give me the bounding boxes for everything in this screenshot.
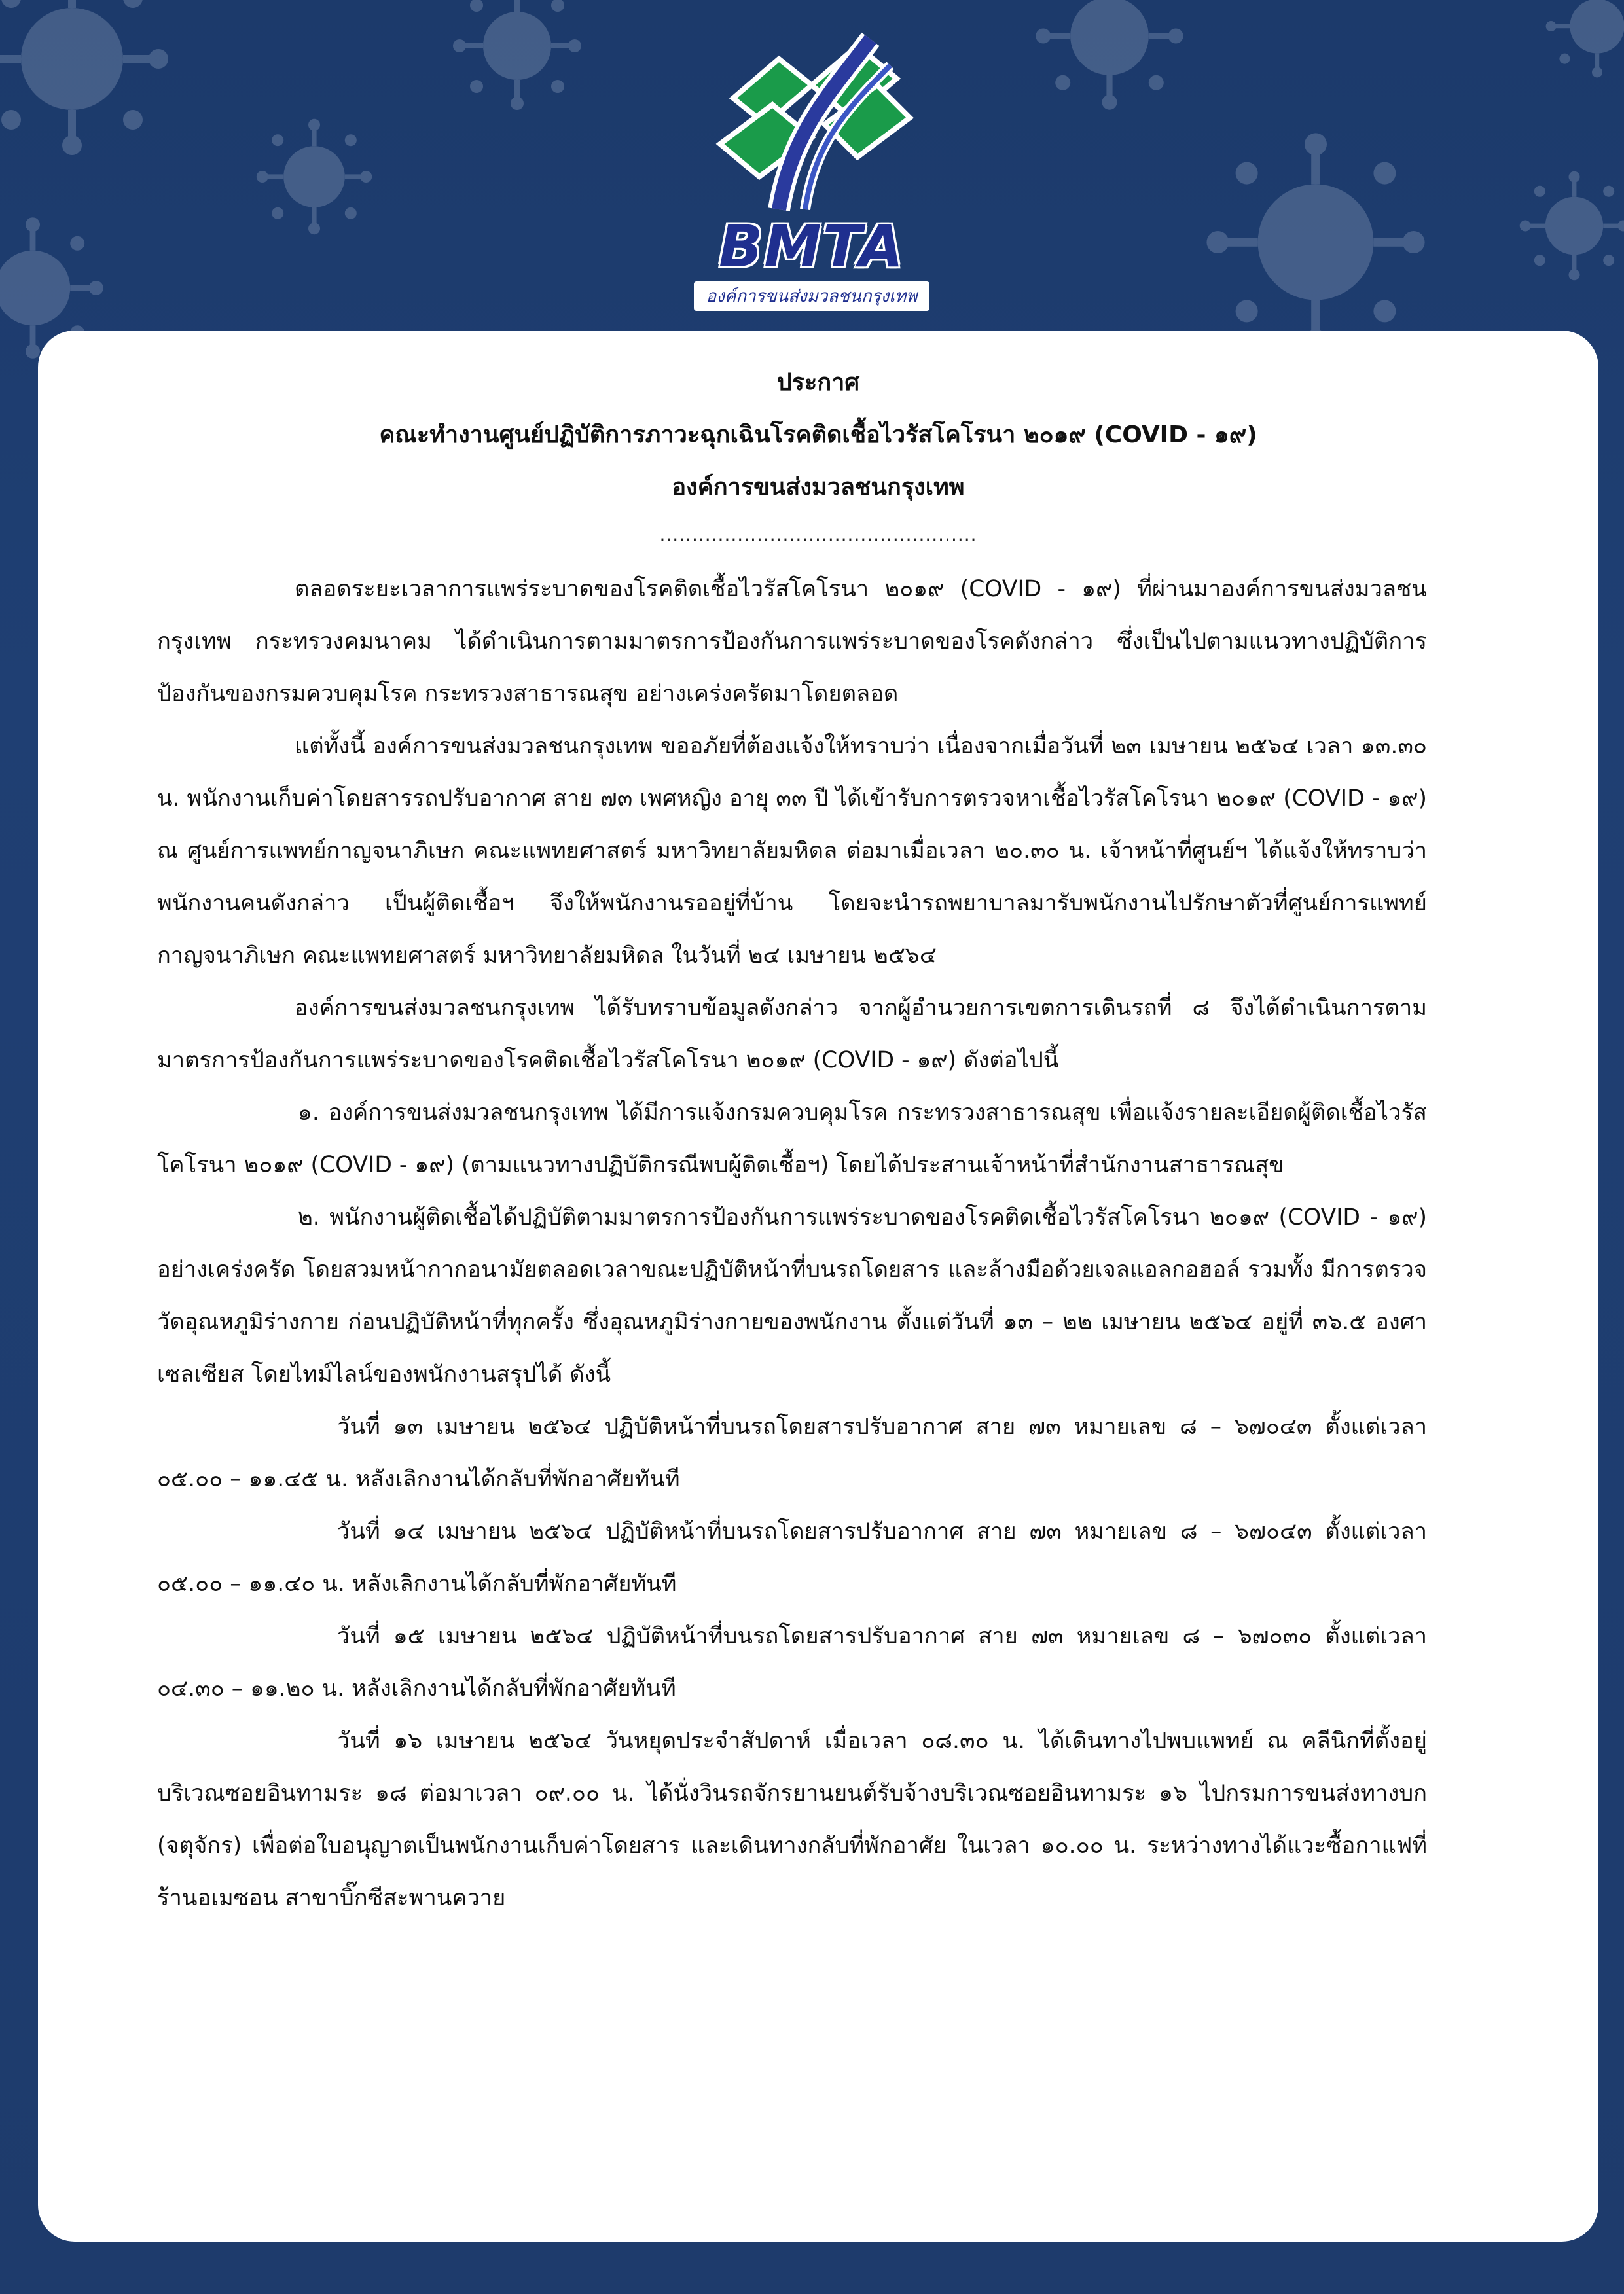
timeline-entry: วันที่ ๑๓ เมษายน ๒๕๖๔ ปฏิบัติหน้าที่บนรถโดยสารปรับอากาศ สาย ๗๓ หมายเลข ๘ – ๖๗๐๔๓ ตั้งแต่เวลา ๐๕.๐๐ – ๑๑.๔๕ น. หลังเลิกงานได้กลับที่พักอาศัยทันที — [157, 1414, 1427, 1492]
title-separator: ................................................. — [659, 524, 977, 545]
virus-decoration-icon — [255, 118, 373, 236]
logo-wordmark: BMTA — [719, 213, 905, 280]
timeline-entry: วันที่ ๑๔ เมษายน ๒๕๖๔ ปฏิบัติหน้าที่บนรถโดยสารปรับอากาศ สาย ๗๓ หมายเลข ๘ – ๖๗๐๔๓ ตั้งแต่เวลา ๐๕.๐๐ – ๑๑.๔๐ น. หลังเลิกงานได้กลับที่พักอาศัยทันที — [157, 1518, 1427, 1597]
paragraph-background: ตลอดระยะเวลาการแพร่ระบาดของโรคติดเชื้อไวรัสโคโรนา ๒๐๑๙ (COVID - ๑๙) ที่ผ่านมาองค์การขนส่งมวลชนกรุงเทพ กระทรวงคมนาคม ได้ดำเนินการตามมาตรการป้องกันการแพร่ระบาดของโรคดังกล่าว ซึ่งเป็นไปตามแนวทางปฏิบัติการป้องกันของกรมควบคุมโรค กระทรวงสาธารณสุข อย่างเคร่งครัดมาโดยตลอด — [157, 576, 1427, 707]
bmta-logo — [681, 13, 943, 306]
virus-decoration-icon — [1034, 0, 1185, 111]
paragraph-measure-2: ๒. พนักงานผู้ติดเชื้อได้ปฏิบัติตามมาตรการป้องกันการแพร่ระบาดของโรคติดเชื้อไวรัสโคโรนา ๒๐๑๙ (COVID - ๑๙) อย่างเคร่งครัด โดยสวมหน้ากากอนามัยตลอดเวลาขณะปฏิบัติหน้าที่บนรถโดยสาร และล้างมือด้วยเจลแอลกอฮอล์ รวมทั้ง มีการตรวจวัดอุณหภูมิร่างกาย ก่อนปฏิบัติหน้าที่ทุกครั้ง ซึ่งอุณหภูมิร่างกายของพนักงาน ตั้งแต่วันที่ ๑๓ – ๒๒ เมษายน ๒๕๖๔ อยู่ที่ ๓๖.๕ องศาเซลเซียส โดยไทม์ไลน์ของพนักงานสรุปได้ ดังนี้ — [157, 1204, 1427, 1388]
announcement-body — [157, 563, 1427, 1924]
virus-decoration-icon — [1204, 131, 1427, 353]
virus-decoration-icon — [0, 0, 170, 157]
organization-name: องค์การขนส่งมวลชนกรุงเทพ — [672, 474, 965, 501]
timeline-entry: วันที่ ๑๖ เมษายน ๒๕๖๔ วันหยุดประจำสัปดาห์ เมื่อเวลา ๐๘.๓๐ น. ได้เดินทางไปพบแพทย์ ณ คลีนิกที่ตั้งอยู่บริเวณซอยอินทามระ ๑๘ ต่อมาเวลา ๐๙.๐๐ น. ได้นั่งวินรถจักรยานยนต์รับจ้างบริเวณซอยอินทามระ ๑๖ ไปกรมการขนส่งทางบก (จตุจักร) เพื่อต่อใบอนุญาตเป็นพนักงานเก็บค่าโดยสาร และเดินทางกลับที่พักอาศัย ในเวลา ๑๐.๐๐ น. ระหว่างทางได้แวะซื้อกาแฟที่ร้านอเมซอน สาขาบิ๊กซีสะพานควาย — [157, 1728, 1427, 1911]
timeline-entry: วันที่ ๑๕ เมษายน ๒๕๖๔ ปฏิบัติหน้าที่บนรถโดยสารปรับอากาศ สาย ๗๓ หมายเลข ๘ – ๖๗๐๓๐ ตั้งแต่เวลา ๐๔.๓๐ – ๑๑.๒๐ น. หลังเลิกงานได้กลับที่พักอาศัยทันที — [157, 1623, 1427, 1702]
paragraph-incident: แต่ทั้งนี้ องค์การขนส่งมวลชนกรุงเทพ ขออภัยที่ต้องแจ้งให้ทราบว่า เนื่องจากเมื่อวันที่ ๒๓ เมษายน ๒๕๖๔ เวลา ๑๓.๓๐ น. พนักงานเก็บค่าโดยสารรถปรับอากาศ สาย ๗๓ เพศหญิง อายุ ๓๓ ปี ได้เข้ารับการตรวจหาเชื้อไวรัสโคโรนา ๒๐๑๙ (COVID - ๑๙) ณ ศูนย์การแพทย์กาญจนาภิเษก คณะแพทยศาสตร์ มหาวิทยาลัยมหิดล ต่อมาเมื่อเวลา ๒๐.๓๐ น. เจ้าหน้าที่ศูนย์ฯ ได้แจ้งให้ทราบว่าพนักงานคนดังกล่าว เป็นผู้ติดเชื้อฯ จึงให้พนักงานรออยู่ที่บ้าน โดยจะนำรถพยาบาลมารับพนักงานไปรักษาตัวที่ศูนย์การแพทย์กาญจนาภิเษก คณะแพทยศาสตร์ มหาวิทยาลัยมหิดล ในวันที่ ๒๔ เมษายน ๒๕๖๔ — [157, 733, 1427, 969]
virus-decoration-icon — [452, 0, 583, 111]
virus-decoration-icon — [1545, 0, 1624, 79]
committee-name: คณะทำงานศูนย์ปฏิบัติการภาวะฉุกเฉินโรคติดเชื้อไวรัสโคโรนา ๒๐๑๙ (COVID - ๑๙) — [379, 421, 1257, 448]
announcement-title: ประกาศ — [776, 369, 860, 396]
logo-subtitle: องค์การขนส่งมวลชนกรุงเทพ — [694, 281, 929, 311]
paragraph-measure-1: ๑. องค์การขนส่งมวลชนกรุงเทพ ได้มีการแจ้งกรมควบคุมโรค กระทรวงสาธารณสุข เพื่อแจ้งรายละเอียดผู้ติดเชื้อไวรัสโคโรนา ๒๐๑๙ (COVID - ๑๙) (ตามแนวทางปฏิบัติกรณีพบผู้ติดเชื้อฯ) โดยได้ประสานเจ้าหน้าที่สำนักงานสาธารณสุข — [157, 1100, 1427, 1178]
bmta-emblem-icon — [681, 13, 943, 223]
paragraph-response: องค์การขนส่งมวลชนกรุงเทพ ได้รับทราบข้อมูลดังกล่าว จากผู้อำนวยการเขตการเดินรถที่ ๘ จึงได้ดำเนินการตามมาตรการป้องกันการแพร่ระบาดของโรคติดเชื้อไวรัสโคโรนา ๒๐๑๙ (COVID - ๑๙) ดังต่อไปนี้ — [157, 995, 1427, 1073]
virus-decoration-icon — [1519, 170, 1624, 281]
